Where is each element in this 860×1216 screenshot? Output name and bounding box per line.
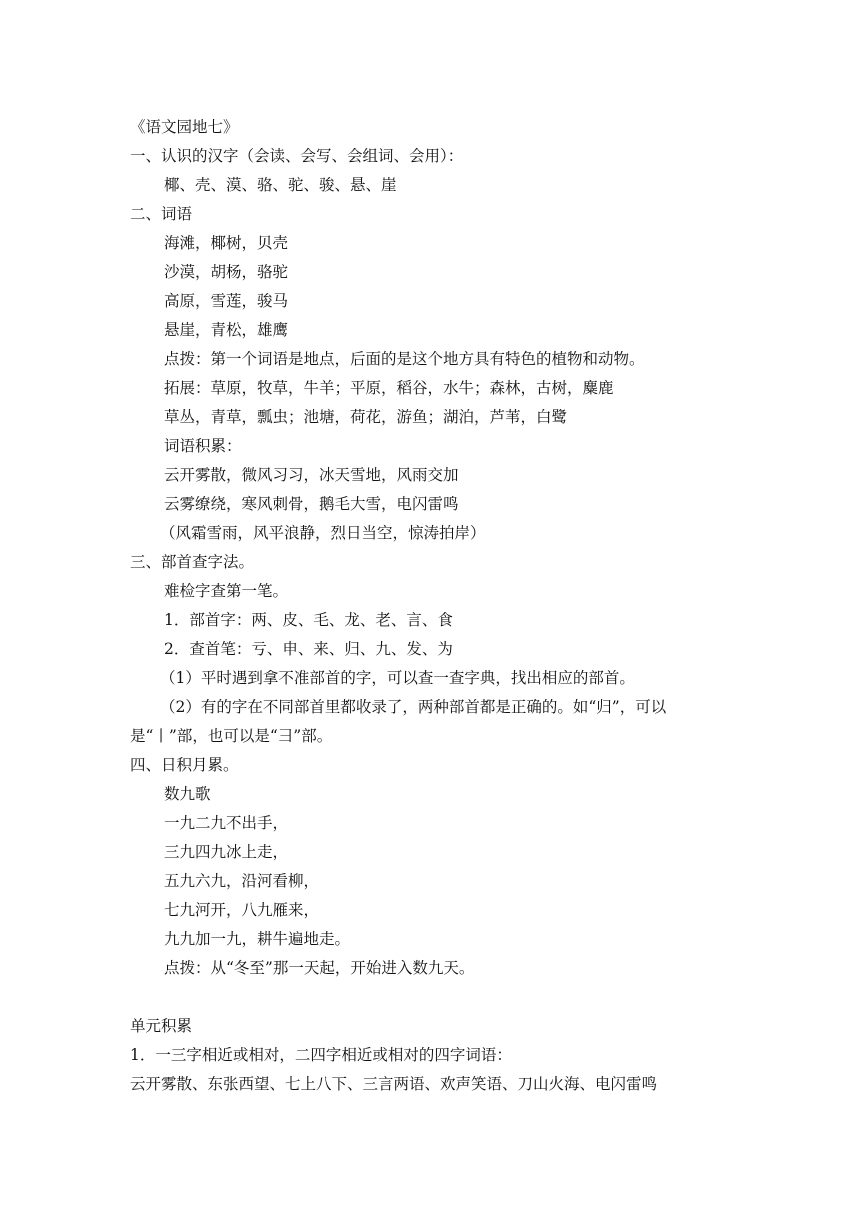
unit-item-words: 云开雾散、东张西望、七上八下、三言两语、欢声笑语、刀山火海、电闪雷鸣 (130, 1075, 658, 1093)
section3-note: （2）有的字在不同部首里都收录了，两种部首都是正确的。如“归”，可以 (160, 698, 667, 716)
section2-heading: 二、词语 (130, 205, 193, 223)
section3-note: （1）平时遇到拿不准部首的字，可以查一查字典，找出相应的部首。 (160, 669, 635, 687)
section3-note-cont: 是“丨”部，也可以是“彐”部。 (130, 727, 333, 745)
section1-heading: 一、认识的汉字（会读、会写、会组词、会用）： (130, 147, 464, 165)
section4-heading: 四、日积月累。 (130, 756, 239, 774)
section3-heading: 三、部首查字法。 (130, 553, 255, 571)
section3-intro: 难检字查第一笔。 (164, 582, 289, 600)
poem-line: 五九六九，沿河看柳， (164, 872, 320, 890)
poem-line: 一九二九不出手， (164, 814, 289, 832)
word-line: 沙漠，胡杨，骆驼 (164, 263, 289, 281)
word-line: 悬崖，青松，雄鹰 (164, 321, 289, 339)
poem-line: 七九河开，八九雁来， (164, 901, 320, 919)
extend-line: 草丛，青草，瓢虫；池塘，荷花，游鱼；湖泊，芦苇，白鹭 (164, 408, 568, 426)
section3-item: 2．查首笔：亏、申、来、归、九、发、为 (164, 640, 453, 658)
section3-item: 1．部首字：两、皮、毛、龙、老、言、食 (164, 611, 453, 629)
accum-line: 云雾缭绕，寒风刺骨，鹅毛大雪，电闪雷鸣 (164, 495, 459, 513)
unit-title: 单元积累 (130, 1017, 193, 1035)
accum-line: （风霜雪雨，风平浪静，烈日当空，惊涛拍岸） (160, 524, 486, 542)
accum-line: 云开雾散，微风习习，冰天雪地，风雨交加 (164, 466, 459, 484)
section1-chars: 椰、壳、漠、骆、驼、骏、悬、崖 (164, 176, 397, 194)
poem-line: 九九加一九，耕牛遍地走。 (164, 930, 351, 948)
section2-tip: 点拨：第一个词语是地点，后面的是这个地方具有特色的植物和动物。 (164, 350, 645, 368)
document-title: 《语文园地七》 (130, 118, 239, 136)
unit-item: 1．一三字相近或相对，二四字相近或相对的四字词语： (130, 1046, 512, 1064)
word-line: 高原，雪莲，骏马 (164, 292, 289, 310)
poem-line: 三九四九冰上走， (164, 843, 289, 861)
accum-title: 词语积累： (164, 437, 242, 455)
extend-line: 拓展：草原，牧草，牛羊；平原，稻谷，水牛；森林，古树，麋鹿 (164, 379, 614, 397)
word-line: 海滩，椰树，贝壳 (164, 234, 289, 252)
section4-tip: 点拨：从“冬至”那一天起，开始进入数九天。 (164, 959, 475, 977)
poem-title: 数九歌 (164, 785, 211, 803)
